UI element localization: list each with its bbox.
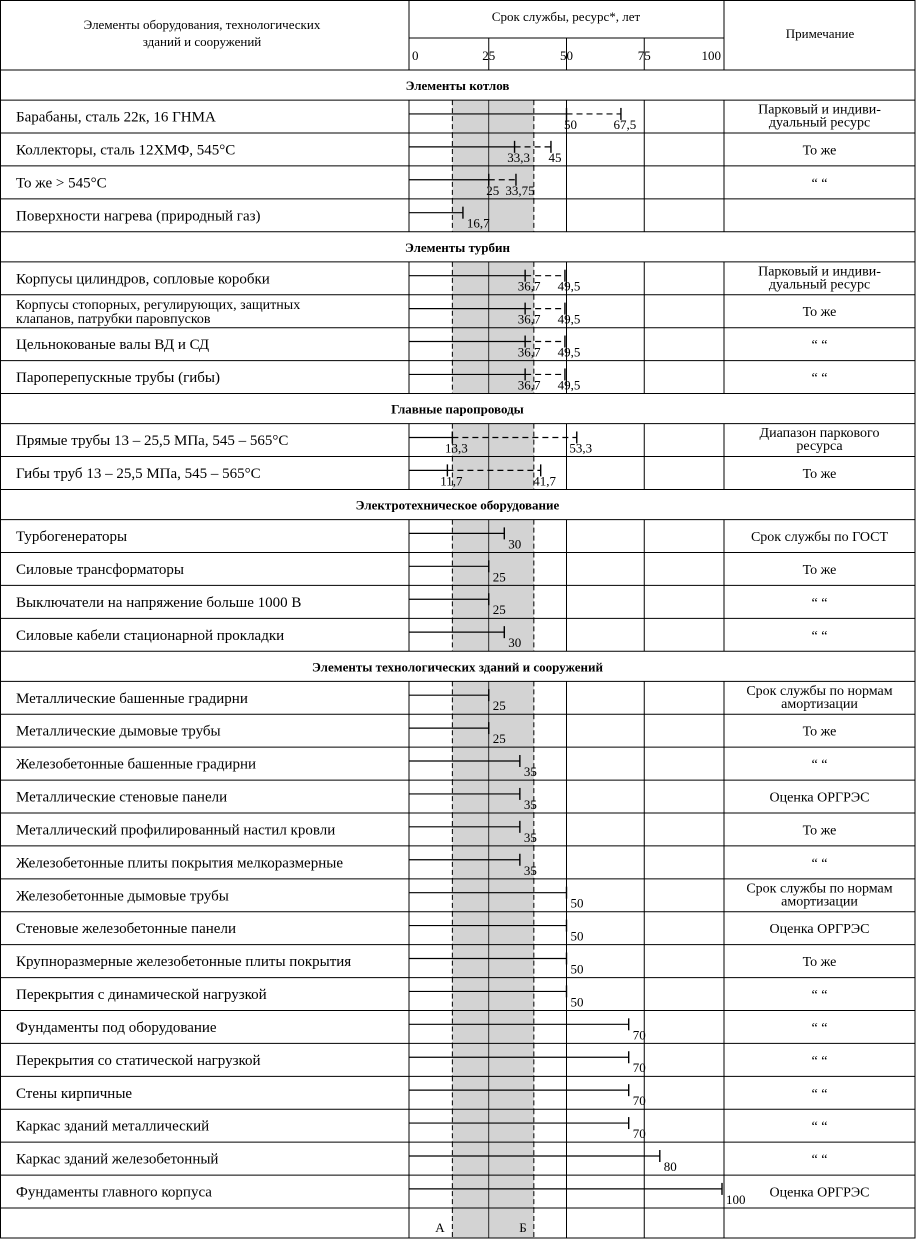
row-name: Барабаны, сталь 22к, 16 ГНМА xyxy=(16,109,216,126)
section-header: Главные паропроводы xyxy=(391,401,524,417)
row-note: Оценка ОРГРЭС xyxy=(769,1185,870,1201)
row-note: “ “ xyxy=(811,595,828,611)
row-note: То же xyxy=(802,955,837,971)
row-note: “ “ xyxy=(811,1020,828,1036)
row-name: Фундаменты под оборудование xyxy=(16,1019,217,1036)
row-name: Силовые трансформаторы xyxy=(16,561,184,578)
row-note: Срок службы по нормам xyxy=(746,683,893,699)
value-label: 36,7 xyxy=(517,278,541,294)
value-label: 35 xyxy=(523,796,537,812)
value-label: 45 xyxy=(548,149,562,165)
row-name: Стены кирпичные xyxy=(16,1085,133,1102)
row-name: Корпусы цилиндров, сопловые коробки xyxy=(16,271,270,288)
row-name: Железобетонные башенные градирни xyxy=(16,756,257,773)
row-note: “ “ xyxy=(811,757,828,773)
row-note: Оценка ОРГРЭС xyxy=(769,922,870,938)
table-header xyxy=(84,9,855,49)
row-note: “ “ xyxy=(811,338,828,354)
header-col2-title: Срок службы, ресурс*, лет xyxy=(491,9,641,24)
section-header: Элементы турбин xyxy=(404,239,511,255)
value-label: 11,7 xyxy=(440,473,463,489)
row-note: Оценка ОРГРЭС xyxy=(769,790,870,806)
row-note: “ “ xyxy=(811,1053,828,1069)
shaded-band xyxy=(452,681,533,1238)
row-note: дуальный ресурс xyxy=(768,115,871,131)
value-label: 49,5 xyxy=(557,377,581,393)
tick-label: 0 xyxy=(412,48,419,63)
row-note: “ “ xyxy=(811,856,828,872)
row-name: Крупноразмерные железобетонные плиты покрытия xyxy=(16,954,352,971)
value-label: 70 xyxy=(632,1093,646,1109)
value-label: 25 xyxy=(486,182,500,198)
row-note: То же xyxy=(802,143,837,159)
row-note: “ “ xyxy=(811,1086,828,1102)
row-note: Диапазон паркового xyxy=(759,426,880,442)
row-note: “ “ xyxy=(811,1152,828,1168)
row-name: Металлический профилированный настил кровли xyxy=(16,822,336,839)
row-name: Фундаменты главного корпуса xyxy=(16,1184,212,1201)
row-name: То же > 545°С xyxy=(16,175,107,192)
row-name: Корпусы стопорных, регулирующих, защитных xyxy=(16,298,301,314)
row-note: “ “ xyxy=(811,176,828,192)
row-name: Коллекторы, сталь 12ХМФ, 545°С xyxy=(16,142,236,159)
value-label: 25 xyxy=(492,602,506,618)
row-name: Каркас зданий железобетонный xyxy=(16,1151,219,1168)
row-name: Выключатели на напряжение больше 1000 В xyxy=(16,594,302,611)
row-note: “ “ xyxy=(811,988,828,1004)
row-name: Металлические башенные градирни xyxy=(16,690,248,707)
axis-ticks xyxy=(412,38,721,70)
section-header: Элементы технологических зданий и сооружений xyxy=(312,659,603,675)
value-label: 70 xyxy=(632,1060,646,1076)
value-label: 80 xyxy=(663,1158,677,1174)
value-label: 53,3 xyxy=(569,440,593,456)
row-name: Перекрытия со статической нагрузкой xyxy=(16,1052,261,1069)
value-label: 36,7 xyxy=(517,311,541,327)
value-label: 49,5 xyxy=(557,311,581,327)
row-name: Турбогенераторы xyxy=(16,529,128,546)
row-name: Металлические стеновые панели xyxy=(16,789,228,806)
row-note: Парковый и индиви- xyxy=(758,264,881,280)
band-label-a: А xyxy=(435,1220,445,1235)
band-label-b: Б xyxy=(519,1220,527,1235)
row-note: ресурса xyxy=(796,439,843,455)
header-col1-line2: зданий и сооружений xyxy=(142,34,262,49)
value-label: 41,7 xyxy=(533,473,557,489)
row-name: Пароперепускные трубы (гибы) xyxy=(16,370,221,387)
section-header: Элементы котлов xyxy=(405,78,510,94)
header-col1-line1: Элементы оборудования, технологических xyxy=(83,17,321,32)
row-name: Железобетонные плиты покрытия мелкоразмерные xyxy=(16,855,343,872)
row-name: Металлические дымовые трубы xyxy=(16,723,221,740)
row-name: Цельнокованые валы ВД и СД xyxy=(16,337,210,354)
value-label: 70 xyxy=(632,1126,646,1142)
value-label: 25 xyxy=(492,569,506,585)
value-label: 50 xyxy=(570,994,584,1010)
value-label: 49,5 xyxy=(557,278,581,294)
row-name: Стеновые железобетонные панели xyxy=(16,921,236,938)
row-note: Срок службы по ГОСТ xyxy=(750,530,889,546)
tick-label: 50 xyxy=(560,48,573,63)
value-label: 67,5 xyxy=(613,116,637,132)
tick-label: 100 xyxy=(701,48,721,63)
row-name: Железобетонные дымовые трубы xyxy=(16,888,229,905)
value-label: 35 xyxy=(523,829,537,845)
value-label: 70 xyxy=(632,1027,646,1043)
row-name: Перекрытия с динамической нагрузкой xyxy=(16,987,267,1004)
row-name: клапанов, патрубки паровпусков xyxy=(16,312,211,328)
row-name: Гибы труб 13 – 25,5 МПа, 545 – 565°С xyxy=(16,466,261,483)
row-note: “ “ xyxy=(811,1119,828,1135)
value-label: 50 xyxy=(570,895,584,911)
section-header: Электротехническое оборудование xyxy=(355,497,560,513)
value-label: 35 xyxy=(523,764,537,780)
value-label: 30 xyxy=(508,635,522,651)
value-label: 100 xyxy=(726,1191,746,1207)
value-label: 36,7 xyxy=(517,377,541,393)
value-label: 35 xyxy=(523,862,537,878)
row-note: То же xyxy=(802,823,837,839)
value-label: 33,3 xyxy=(507,149,530,165)
row-name: Прямые трубы 13 – 25,5 МПа, 545 – 565°С xyxy=(16,433,289,450)
value-label: 25 xyxy=(492,698,506,714)
row-note: “ “ xyxy=(811,371,828,387)
value-label: 33,75 xyxy=(505,182,535,198)
row-name: Поверхности нагрева (природный газ) xyxy=(16,208,261,225)
row-note: Срок службы по нормам xyxy=(746,881,893,897)
row-note: дуальный ресурс xyxy=(768,277,871,293)
row-note: Парковый и индиви- xyxy=(758,102,881,118)
value-label: 50 xyxy=(570,961,584,977)
row-note: “ “ xyxy=(811,628,828,644)
value-label: 36,7 xyxy=(517,344,541,360)
value-label: 30 xyxy=(508,536,522,552)
value-label: 16,7 xyxy=(466,215,490,231)
row-note: амортизации xyxy=(781,894,858,910)
tick-label: 75 xyxy=(637,48,651,63)
value-label: 49,5 xyxy=(557,344,581,360)
row-note: То же xyxy=(802,724,837,740)
row-note: амортизации xyxy=(781,696,858,712)
row-note: То же xyxy=(802,467,837,483)
row-note: То же xyxy=(802,305,837,321)
header-col3-title: Примечание xyxy=(785,26,855,41)
value-label: 50 xyxy=(564,116,577,132)
value-label: 50 xyxy=(570,928,584,944)
row-name: Силовые кабели стационарной прокладки xyxy=(16,627,285,644)
tick-label: 25 xyxy=(482,48,496,63)
value-label: 13,3 xyxy=(444,440,468,456)
value-label: 25 xyxy=(492,731,506,747)
row-name: Каркас зданий металлический xyxy=(16,1118,210,1135)
row-note: То же xyxy=(802,562,837,578)
